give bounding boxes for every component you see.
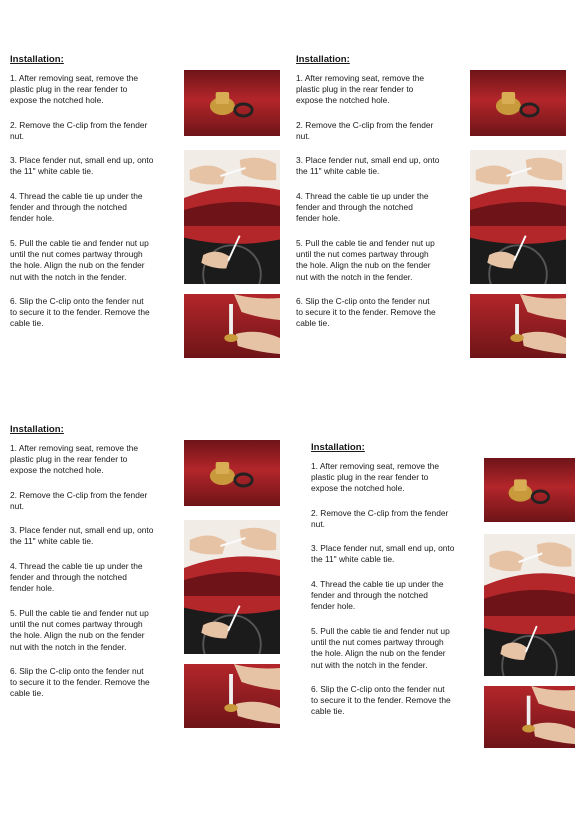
cable-tie-hands-photo	[470, 150, 566, 226]
cable-tie-hands-photo	[484, 534, 575, 616]
nut-through-hole-photo	[470, 226, 566, 284]
step-2-text: 2. Remove the C-clip from the fender nut.	[10, 490, 148, 512]
section-heading: Installation:	[10, 424, 64, 435]
c-clip-install-photo	[184, 664, 280, 728]
step-6-text: 6. Slip the C-clip onto the fender nut to secure it to the fender. Remove the cable tie.	[311, 684, 451, 717]
step-1-text: 1. After removing seat, remove the plastic plug in the rear fender to expose the notched hole.	[311, 461, 440, 494]
step-5-text: 5. Pull the cable tie and fender nut up until the nut comes partway through the hole. Align the nub on the fender nut with the notch in the fender.	[10, 608, 149, 652]
section-heading: Installation:	[10, 54, 64, 65]
step-4-text: 4. Thread the cable tie up under the fender and through the notched fender hole.	[10, 191, 143, 224]
nut-through-hole-photo	[184, 226, 280, 284]
section-heading: Installation:	[311, 442, 365, 453]
fender-plug-photo	[184, 440, 280, 506]
step-3-text: 3. Place fender nut, small end up, onto the 11" white cable tie.	[10, 525, 154, 547]
step-6-text: 6. Slip the C-clip onto the fender nut to secure it to the fender. Remove the cable tie.	[10, 296, 150, 329]
instruction-sheet-top-right	[296, 54, 568, 364]
instruction-sheet-bottom-left	[10, 424, 280, 734]
section-heading: Installation:	[296, 54, 350, 65]
step-2-text: 2. Remove the C-clip from the fender nut.	[311, 508, 449, 530]
step-1-text: 1. After removing seat, remove the plastic plug in the rear fender to expose the notched hole.	[296, 73, 425, 106]
step-5-text: 5. Pull the cable tie and fender nut up until the nut comes partway through the hole. Align the nub on the fender nut with the notch in the fender.	[10, 238, 149, 282]
fender-plug-photo	[184, 70, 280, 136]
fender-plug-photo	[484, 458, 575, 522]
fender-plug-photo	[470, 70, 566, 136]
cable-tie-hands-photo	[184, 520, 280, 596]
step-1-text: 1. After removing seat, remove the plastic plug in the rear fender to expose the notched hole.	[10, 73, 139, 106]
step-6-text: 6. Slip the C-clip onto the fender nut to secure it to the fender. Remove the cable tie.	[10, 666, 150, 699]
instruction-sheet-bottom-right	[311, 442, 575, 752]
instruction-sheet-top-left	[10, 54, 280, 364]
step-1-text: 1. After removing seat, remove the plastic plug in the rear fender to expose the notched hole.	[10, 443, 139, 476]
step-5-text: 5. Pull the cable tie and fender nut up until the nut comes partway through the hole. Align the nub on the fender nut with the notch in the fender.	[311, 626, 450, 670]
c-clip-install-photo	[470, 294, 566, 358]
step-2-text: 2. Remove the C-clip from the fender nut.	[10, 120, 148, 142]
nut-through-hole-photo	[184, 596, 280, 654]
c-clip-install-photo	[484, 686, 575, 748]
step-3-text: 3. Place fender nut, small end up, onto the 11" white cable tie.	[10, 155, 154, 177]
cable-tie-hands-photo	[184, 150, 280, 226]
step-4-text: 4. Thread the cable tie up under the fender and through the notched fender hole.	[296, 191, 429, 224]
step-4-text: 4. Thread the cable tie up under the fender and through the notched fender hole.	[10, 561, 143, 594]
step-6-text: 6. Slip the C-clip onto the fender nut to secure it to the fender. Remove the cable tie.	[296, 296, 436, 329]
step-3-text: 3. Place fender nut, small end up, onto the 11" white cable tie.	[296, 155, 440, 177]
step-4-text: 4. Thread the cable tie up under the fender and through the notched fender hole.	[311, 579, 444, 612]
step-2-text: 2. Remove the C-clip from the fender nut.	[296, 120, 434, 142]
step-3-text: 3. Place fender nut, small end up, onto the 11" white cable tie.	[311, 543, 455, 565]
step-5-text: 5. Pull the cable tie and fender nut up until the nut comes partway through the hole. Align the nub on the fender nut with the notch in the fender.	[296, 238, 435, 282]
nut-through-hole-photo	[484, 616, 575, 676]
c-clip-install-photo	[184, 294, 280, 358]
